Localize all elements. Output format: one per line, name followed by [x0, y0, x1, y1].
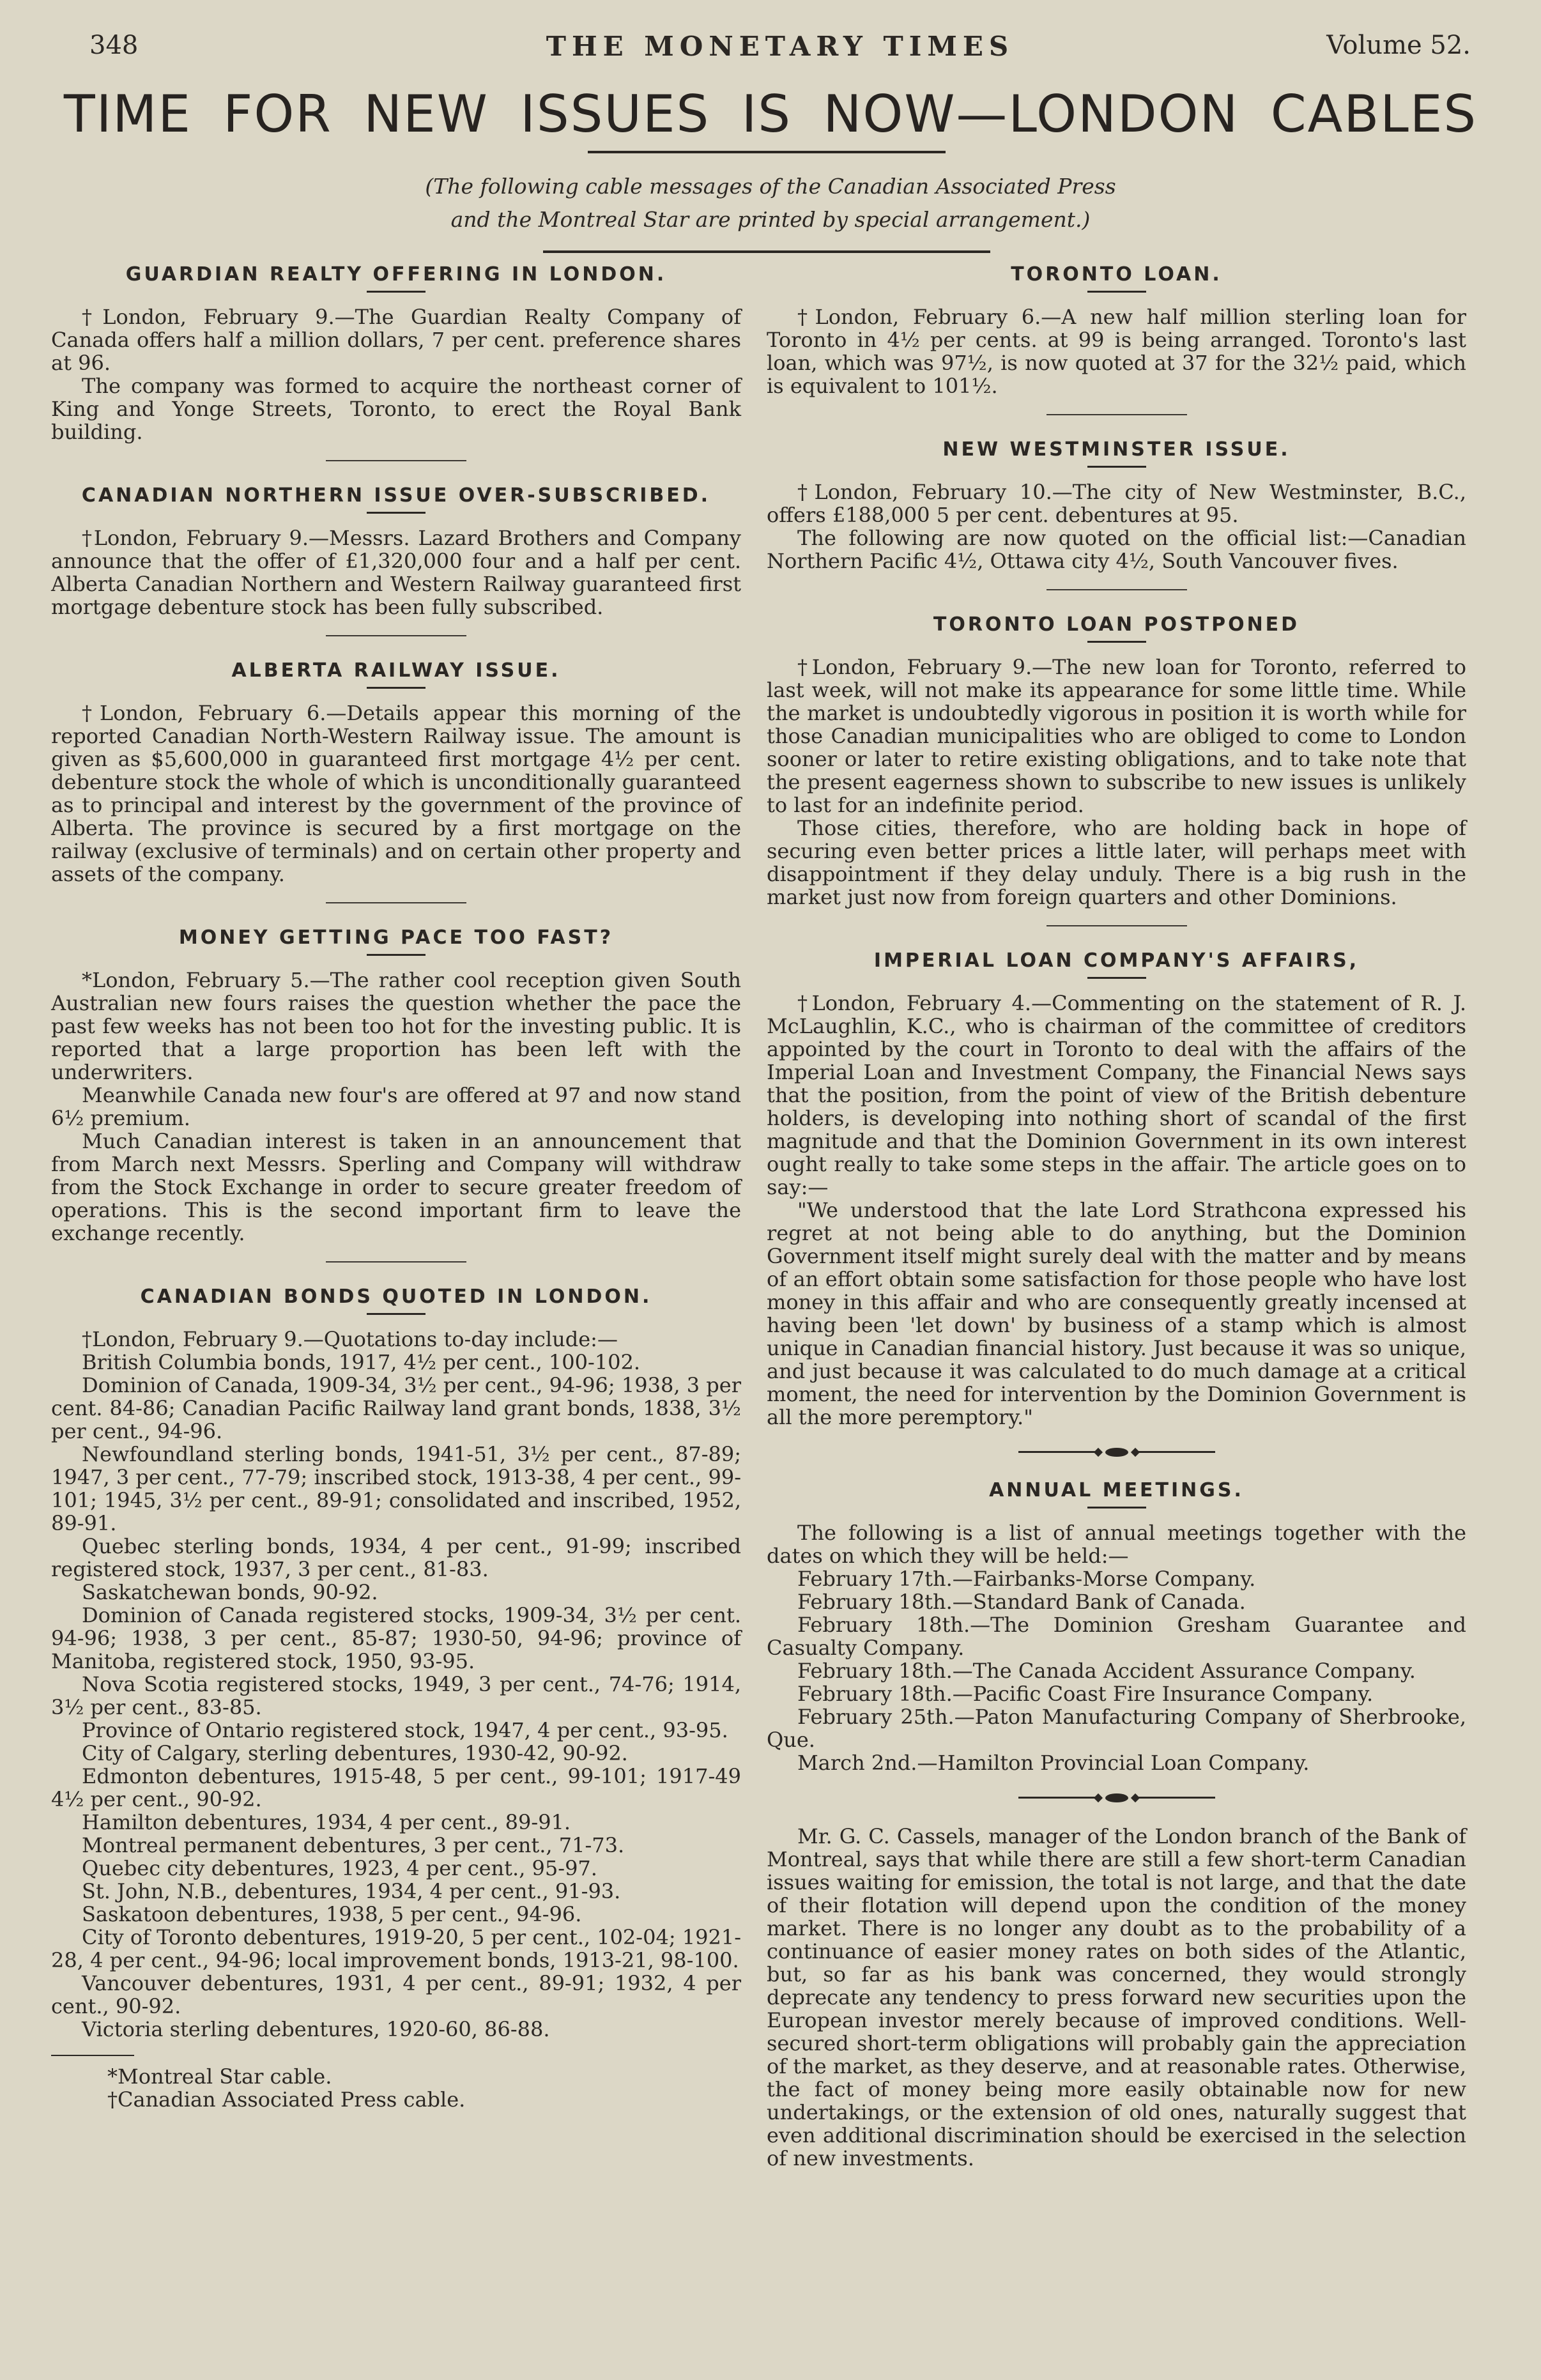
meetings-heading: ANNUAL MEETINGS.: [989, 1479, 1244, 1501]
toronto-loan-p1: †London, February 6.—A new half million sterling loan for Toronto in 4½ per cents. at 99 is being arranged. Toronto's last loan, which was 97½, is now quoted at 37 for the 32½ paid, which is equivalent to 101½.: [767, 305, 1466, 398]
meeting-item: February 18th.—The Dominion Gresham Guarantee and Casualty Company.: [767, 1613, 1466, 1660]
meeting-item: March 2nd.—Hamilton Provincial Loan Company.: [797, 1751, 1310, 1775]
heading-rule: [1087, 1507, 1146, 1509]
money-p3: Much Canadian interest is taken in an announcement that from March next Messrs. Sperling and Company will withdraw from the Stock Exchange in order to secure greater freedom of operations. This is the second important firm to leave the exchange recently.: [51, 1129, 741, 1245]
section-separator: [1046, 589, 1187, 590]
ornament-divider: [767, 1440, 1466, 1461]
volume-label: Volume 52.: [1326, 31, 1471, 60]
bonds-heading: CANADIAN BONDS QUOTED IN LONDON.: [140, 1286, 652, 1308]
toronto-postponed-p2: Those cities, therefore, who are holding back in hope of securing even better prices a little later, will perhaps meet with disappointment if they delay unduly. There is a big rush in the market just now from foreign quarters and other Dominions.: [767, 816, 1466, 909]
section-separator: [1046, 925, 1187, 926]
heading-rule: [367, 954, 425, 956]
bond-item: Saskatoon debentures, 1938, 5 per cent., 94-96.: [82, 1902, 582, 1926]
meeting-item: February 25th.—Paton Manufacturing Company of Sherbrooke, Que.: [767, 1705, 1466, 1752]
footnote-cross: †Canadian Associated Press cable.: [107, 2087, 466, 2112]
canadian-northern-heading: CANADIAN NORTHERN ISSUE OVER-SUBSCRIBED.: [81, 484, 711, 507]
bond-item: Province of Ontario registered stock, 1947, 4 per cent., 93-95.: [82, 1718, 728, 1742]
banner-headline: TIME FOR NEW ISSUES IS NOW—LONDON CABLES: [63, 84, 1478, 144]
intro-note: [319, 170, 1222, 236]
page-number: 348: [89, 31, 139, 60]
meeting-item: February 18th.—The Canada Accident Assurance Company.: [797, 1659, 1416, 1683]
heading-rule: [1087, 291, 1146, 293]
footnote-rule: [51, 2055, 134, 2056]
section-separator: [326, 635, 466, 636]
page-header: [89, 31, 1471, 69]
guardian-heading: GUARDIAN REALTY OFFERING IN LONDON.: [125, 263, 667, 286]
section-separator: [1046, 414, 1187, 415]
new-westminster-p1: †London, February 10.—The city of New Westminster, B.C., offers £188,000 5 per cent. debentures at 95.: [767, 480, 1466, 527]
bond-item: Saskatchewan bonds, 90-92.: [82, 1580, 378, 1604]
canadian-northern-p1: †London, February 9.—Messrs. Lazard Brothers and Company announce that the offer of £1,320,000 four and a half per cent. Alberta Canadian Northern and Western Railway guaranteed first mortgage debenture stock has been fully subscribed.: [51, 526, 741, 619]
bonds-intro: †London, February 9.—Quotations to-day include:—: [82, 1327, 618, 1351]
intro-line-2: and the Montreal Star are printed by special arrangement.): [450, 207, 1091, 232]
bond-item: Vancouver debentures, 1931, 4 per cent., 89-91; 1932, 4 per cent., 90-92.: [51, 1971, 741, 2018]
bond-item: British Columbia bonds, 1917, 4½ per cent., 100-102.: [82, 1350, 641, 1374]
meeting-item: February 18th.—Pacific Coast Fire Insurance Company.: [797, 1682, 1374, 1706]
bond-item: Dominion of Canada, 1909-34, 3½ per cent., 94-96; 1938, 3 per cent. 84-86; Canadian Pacific Railway land grant bonds, 1838, 3½ per cent., 94-96.: [51, 1373, 741, 1443]
heading-rule: [367, 1313, 425, 1315]
ornament-divider: [767, 1786, 1466, 1807]
imperial-p1: †London, February 4.—Commenting on the statement of R. J. McLaughlin, K.C., who is chairman of the committee of creditors appointed by the court in Toronto to deal with the affairs of the Imperial Loan and Investment Company, the Financial News says that the position, from the point of view of the British debenture holders, is developing into nothing short of scandal of the first magnitude and that the Dominion Government in its own interest ought really to take some steps in the affair. The article goes on to say:—: [767, 991, 1466, 1199]
left-column: [51, 263, 741, 2111]
meeting-item: February 17th.—Fairbanks-Morse Company.: [797, 1567, 1256, 1591]
bond-item: St. John, N.B., debentures, 1934, 4 per cent., 91-93.: [82, 1879, 621, 1903]
footnote-star: *Montreal Star cable.: [107, 2064, 332, 2089]
imperial-heading: IMPERIAL LOAN COMPANY'S AFFAIRS,: [873, 949, 1360, 972]
money-p1: *London, February 5.—The rather cool reception given South Australian new fours raises the question whether the pace the past few weeks has not been too hot for the investing public. It is reported that a large proportion has been left with the underwriters.: [51, 968, 741, 1084]
cassels-p1: Mr. G. C. Cassels, manager of the London branch of the Bank of Montreal, says that while there are still a few short-term Canadian issues waiting for emission, the total is not large, and that the date of their flotation will depend upon the condition of the money market. There is no longer any doubt as to the probability of a continuance of easier money rates on both sides of the Atlantic, but, so far as his bank was concerned, they would strongly deprecate any tendency to press forward new securities upon the European investor merely because of improved conditions. Well-secured short-term obligations will probably gain the appreciation of the market, as they deserve, and at reasonable rates. Otherwise, the fact of money being more easily obtainable now for new undertakings, or the extension of old ones, naturally suggest that even additional discrimination should be exercised in the selection of new investments.: [767, 1824, 1466, 2170]
bond-item: City of Calgary, sterling debentures, 1930-42, 90-92.: [82, 1741, 628, 1765]
heading-rule: [1087, 466, 1146, 468]
section-separator: [326, 460, 466, 461]
alberta-heading: ALBERTA RAILWAY ISSUE.: [231, 659, 561, 682]
bond-item: City of Toronto debentures, 1919-20, 5 per cent., 102-04; 1921-28, 4 per cent., 94-96; local improvement bonds, 1913-21, 98-100.: [51, 1925, 742, 1972]
bond-item: Newfoundland sterling bonds, 1941-51, 3½ per cent., 87-89; 1947, 3 per cent., 77-79; inscribed stock, 1913-38, 4 per cent., 99-101; 1945, 3½ per cent., 89-91; consolidated and inscribed, 1952, 89-91.: [51, 1442, 741, 1535]
toronto-postponed-heading: TORONTO LOAN POSTPONED: [933, 613, 1300, 636]
alberta-p1: †London, February 6.—Details appear this morning of the reported Canadian North-Western Railway issue. The amount is given as $5,600,000 in guaranteed first mortgage 4½ per cent. debenture stock the whole of which is unconditionally guaranteed as to principal and interest by the government of the province of Alberta. The province is secured by a first mortgage on the railway (exclusive of terminals) and on certain other property and assets of the company.: [51, 701, 741, 886]
heading-rule: [1087, 641, 1146, 643]
money-heading: MONEY GETTING PACE TOO FAST?: [178, 926, 614, 949]
new-westminster-p2: The following are now quoted on the official list:—Canadian Northern Pacific 4½, Ottawa city 4½, South Vancouver fives.: [767, 526, 1466, 573]
section-separator: [326, 1261, 466, 1263]
heading-rule: [1087, 977, 1146, 979]
intro-rule: [543, 250, 990, 253]
bond-item: Victoria sterling debentures, 1920-60, 86-88.: [82, 2017, 550, 2041]
bond-item: Montreal permanent debentures, 3 per cent., 71-73.: [82, 1833, 625, 1857]
running-title: THE MONETARY TIMES: [546, 31, 1015, 62]
heading-rule: [367, 512, 425, 514]
intro-line-1: (The following cable messages of the Canadian Associated Press: [425, 174, 1116, 199]
money-p2: Meanwhile Canada new four's are offered at 97 and now stand 6½ premium.: [51, 1083, 741, 1130]
bond-item: Nova Scotia registered stocks, 1949, 3 per cent., 74-76; 1914, 3½ per cent., 83-85.: [51, 1672, 741, 1719]
bond-item: Quebec city debentures, 1923, 4 per cent., 95-97.: [82, 1856, 597, 1880]
section-separator: [326, 902, 466, 903]
guardian-p1: †London, February 9.—The Guardian Realty Company of Canada offers half a million dollars, 7 per cent. preference shares at 96.: [51, 305, 741, 375]
banner-rule: [588, 151, 946, 153]
toronto-loan-heading: TORONTO LOAN.: [1011, 263, 1222, 286]
guardian-p2: The company was formed to acquire the northeast corner of King and Yonge Streets, Toronto, to erect the Royal Bank building.: [51, 374, 741, 444]
meeting-item: February 18th.—Standard Bank of Canada.: [797, 1590, 1246, 1614]
heading-rule: [367, 291, 425, 293]
bond-item: Dominion of Canada registered stocks, 1909-34, 3½ per cent. 94-96; 1938, 3 per cent., 85-87; 1930-50, 94-96; province of Manitoba, registered stock, 1950, 93-95.: [51, 1603, 741, 1673]
new-westminster-heading: NEW WESTMINSTER ISSUE.: [942, 438, 1291, 461]
heading-rule: [367, 687, 425, 689]
meetings-intro: The following is a list of annual meetings together with the dates on which they will be held:—: [767, 1521, 1466, 1568]
imperial-p2: "We understood that the late Lord Strathcona expressed his regret at not being able to do anything, but the Dominion Government itself might surely deal with the matter and by means of an effort obtain some satisfaction for those people who have lost money in this affair and who are consequently greatly incensed at having been 'let down' by business of a stamp which is almost unique in Canadian financial history. Just because it was so unique, and just because it was calculated to do much damage at a critical moment, the need for intervention by the Dominion Government is all the more peremptory.": [767, 1198, 1466, 1429]
toronto-postponed-p1: †London, February 9.—The new loan for Toronto, referred to last week, will not make its appearance for some little time. While the market is undoubtedly vigorous in position it is worth while for those Canadian municipalities who are obliged to come to London sooner or later to retire existing obligations, and to take note that the present eagerness shown to subscribe to new issues is unlikely to last for an indefinite period.: [767, 655, 1466, 817]
bond-item: Hamilton debentures, 1934, 4 per cent., 89-91.: [82, 1810, 571, 1834]
bond-item: Edmonton debentures, 1915-48, 5 per cent., 99-101; 1917-49 4½ per cent., 90-92.: [51, 1764, 741, 1811]
bond-item: Quebec sterling bonds, 1934, 4 per cent., 91-99; inscribed registered stock, 1937, 3 per cent., 81-83.: [51, 1534, 741, 1581]
right-column: [767, 263, 1466, 2170]
